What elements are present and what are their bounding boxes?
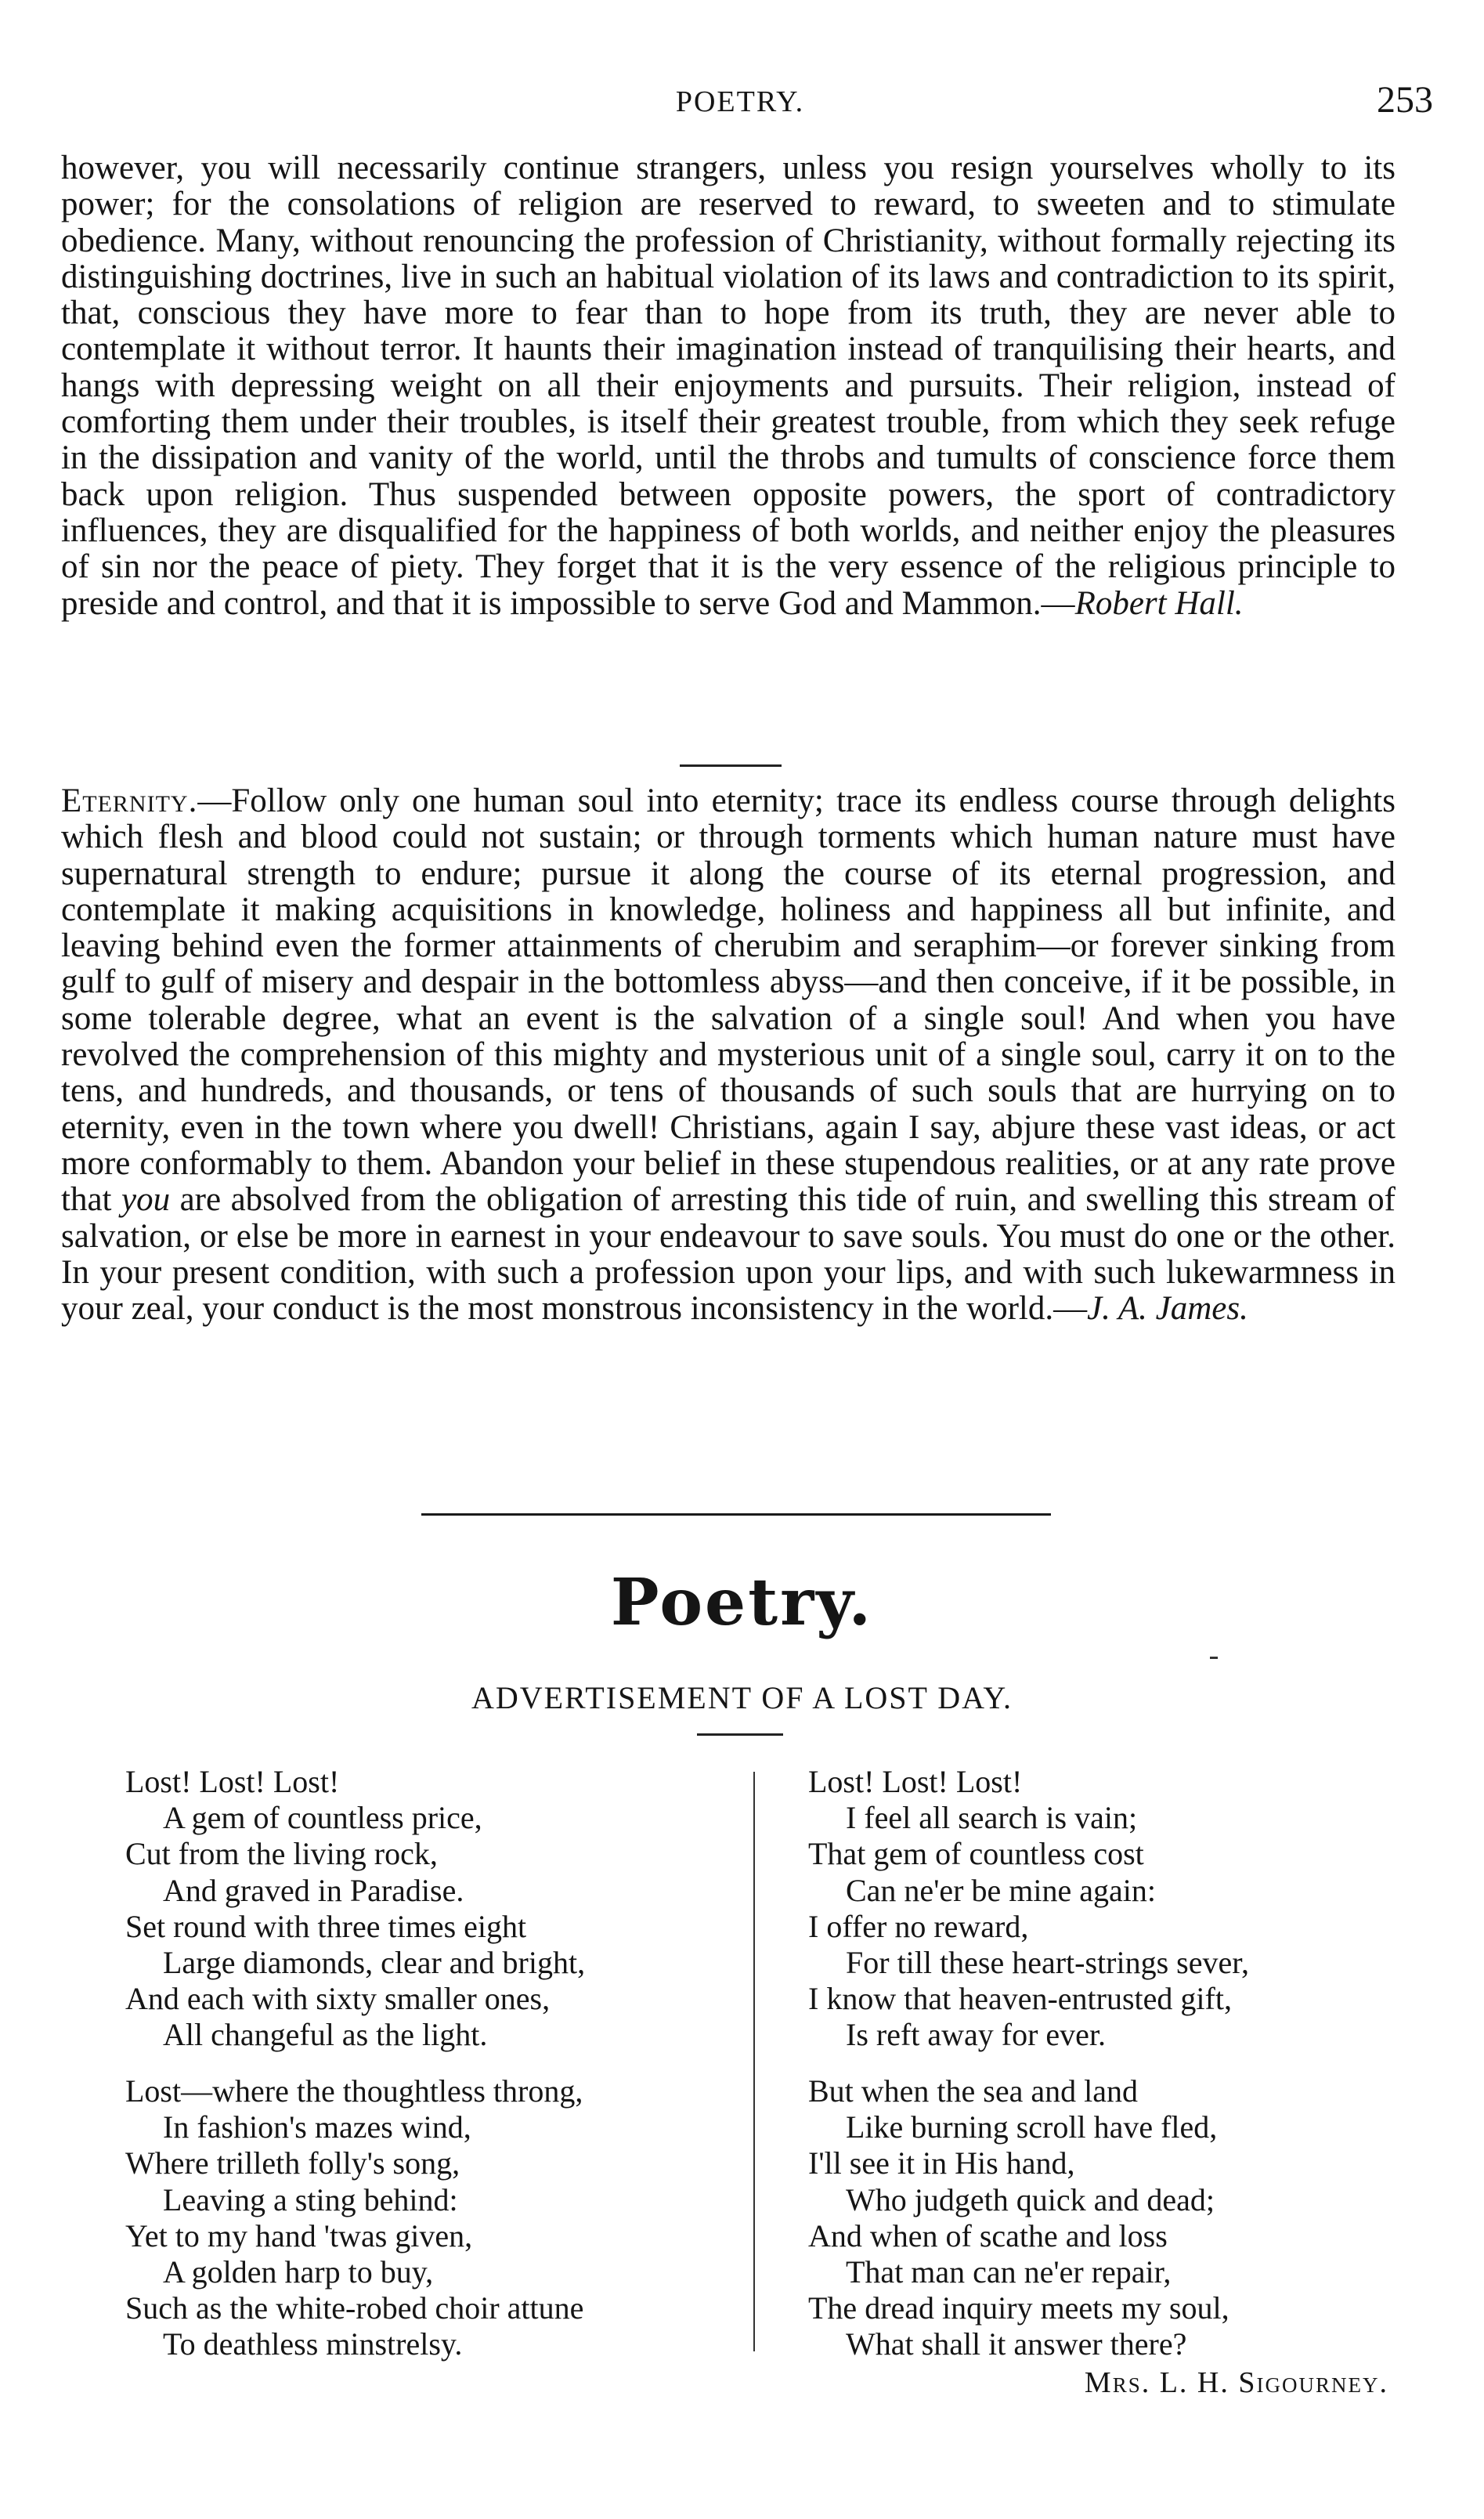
poem-title: ADVERTISEMENT OF A LOST DAY. xyxy=(471,1680,1013,1715)
article-text: however, you will necessarily continue strangers, unless you resign yourselves wholly to its power; for the consolations of religion are reserved to reward, to sweeten and to stimulate obedience. Many, without renouncing the profession of Christianity, without formally rejecting its distinguishing doctrines, live in such an habitual violation of its laws and contradiction to its spirit, that, conscious they have more to fear than to hope from its truth, they are never able to contemplate it without terror. It haunts their imagination instead of tranquilising their hearts, and hangs with depressing weight on all their enjoyments and pursuits. Their religion, instead of comforting them under their troubles, is itself their greatest trouble, from which they seek refuge in the dissipation and vanity of the world, until the throbs and tumults of conscience force them back upon religion. Thus suspended between opposite powers, the sport of contradictory influences, they are disqualified for the happiness of both worlds, and neither enjoy the pleasures of sin nor the peace of piety. They forget that it is the very essence of the religious principle to preside and control, and that it is impossible to serve God and Mammon.— xyxy=(61,150,1396,622)
article-emphasis: you xyxy=(121,1181,171,1219)
poem-line: Lost! Lost! Lost! xyxy=(808,1764,1023,1799)
running-title: POETRY. xyxy=(675,85,805,118)
poem-line: Who judgeth quick and dead; xyxy=(846,2181,1215,2217)
section-heading: Poetry. xyxy=(610,1565,874,1640)
short-divider xyxy=(697,1733,783,1736)
poem-line: A golden harp to buy, xyxy=(163,2254,434,2290)
poem-line: Where trilleth folly's song, xyxy=(125,2145,460,2181)
poem-line: I'll see it in His hand, xyxy=(808,2145,1075,2181)
poem-line: Leaving a sting behind: xyxy=(163,2181,458,2217)
page-number: 253 xyxy=(1377,79,1433,121)
poem-line: Is reft away for ever. xyxy=(846,2017,1107,2053)
stanza xyxy=(808,2073,1419,2363)
stanza xyxy=(125,1764,736,2054)
poem-line: That gem of countless cost xyxy=(808,1836,1144,1872)
poem-line: Cut from the living rock, xyxy=(125,1836,438,1872)
poem-line: Lost! Lost! Lost! xyxy=(125,1764,340,1799)
poem-line: Set round with three times eight xyxy=(125,1908,527,1944)
poem-line: Like burning scroll have fled, xyxy=(846,2109,1218,2145)
poem-line: I feel all search is vain; xyxy=(846,1800,1138,1836)
article-attribution: J. A. James. xyxy=(1087,1290,1248,1328)
poem-line: I offer no reward, xyxy=(808,1908,1029,1944)
running-head xyxy=(47,78,1433,122)
poem-line: And each with sixty smaller ones, xyxy=(125,1981,551,2017)
poem-line: But when the sea and land xyxy=(808,2073,1138,2109)
poem-line: And when of scathe and loss xyxy=(808,2217,1168,2253)
poem-line: That man can ne'er repair, xyxy=(846,2254,1172,2290)
poem-line: To deathless minstrelsy. xyxy=(163,2326,463,2362)
poem-line: Can ne'er be mine again: xyxy=(846,1872,1156,1908)
poem-line: In fashion's mazes wind, xyxy=(163,2109,471,2145)
poem-line: For till these heart-strings sever, xyxy=(846,1945,1249,1981)
poem-line: What shall it answer there? xyxy=(846,2326,1187,2362)
poem-column-right xyxy=(808,1764,1419,2362)
section-divider xyxy=(421,1513,1051,1516)
poem-line: And graved in Paradise. xyxy=(163,1872,464,1908)
poem-line: Yet to my hand 'twas given, xyxy=(125,2217,473,2253)
article-eternity xyxy=(61,783,1396,1327)
poem-author: Mrs. L. H. Sigourney. xyxy=(1084,2366,1388,2399)
stanza xyxy=(808,1764,1419,2054)
article-text: —Follow only one human soul into eternity; trace its endless course through delights which flesh and blood could not sustain; or through torments which human nature must have supernatural strength to endure; pursue it along the course of its eternal progression, and contemplate it making acquisitions in knowledge, holiness and happiness all but infinite, and leaving behind even the former attainments of cherubim and seraphim—or forever sinking from gulf to gulf of misery and despair in the bottomless abyss—and then conceive, if it be possible, in some tolerable degree, what an event is the salvation of a single soul! And when you have revolved the comprehension of this mighty and mysterious unit of a single soul, carry it on to the tens, and hundreds, and thousands, or tens of thousands of such souls that are hurrying on to eternity, even in the town where you dwell! Christians, again I say, abjure these vast ideas, or act more conformably to them. Abandon your belief in these stupendous realities, or at any rate prove that xyxy=(61,782,1396,1219)
column-divider xyxy=(753,1772,755,2351)
article-robert-hall xyxy=(61,150,1396,622)
poem-line: A gem of countless price, xyxy=(163,1800,482,1836)
article-paragraph xyxy=(61,783,1396,1327)
poem-line: Lost—where the thoughtless throng, xyxy=(125,2073,583,2109)
short-divider xyxy=(680,764,782,767)
poem-line: Large diamonds, clear and bright, xyxy=(163,1945,586,1981)
poem-line: All changeful as the light. xyxy=(163,2017,488,2053)
printer-mark xyxy=(1210,1657,1218,1659)
article-attribution: Robert Hall. xyxy=(1074,584,1244,622)
poem-line: Such as the white-robed choir attune xyxy=(125,2290,584,2326)
article-text-continued: are absolved from the obligation of arresting this tide of ruin, and swelling this stream of salvation, or else be more in earnest in your endeavour to save souls. You must do one or the other. In your present condition, with such a profession upon your lips, and with such lukewarmness in your zeal, your conduct is the most monstrous inconsistency in the world.— xyxy=(61,1181,1396,1328)
poem-line: The dread inquiry meets my soul, xyxy=(808,2290,1229,2326)
article-paragraph xyxy=(61,150,1396,622)
poem-column-left xyxy=(125,1764,736,2362)
stanza xyxy=(125,2073,736,2363)
article-lead: Eternity. xyxy=(61,782,198,819)
poem-line: I know that heaven-entrusted gift, xyxy=(808,1981,1232,2017)
